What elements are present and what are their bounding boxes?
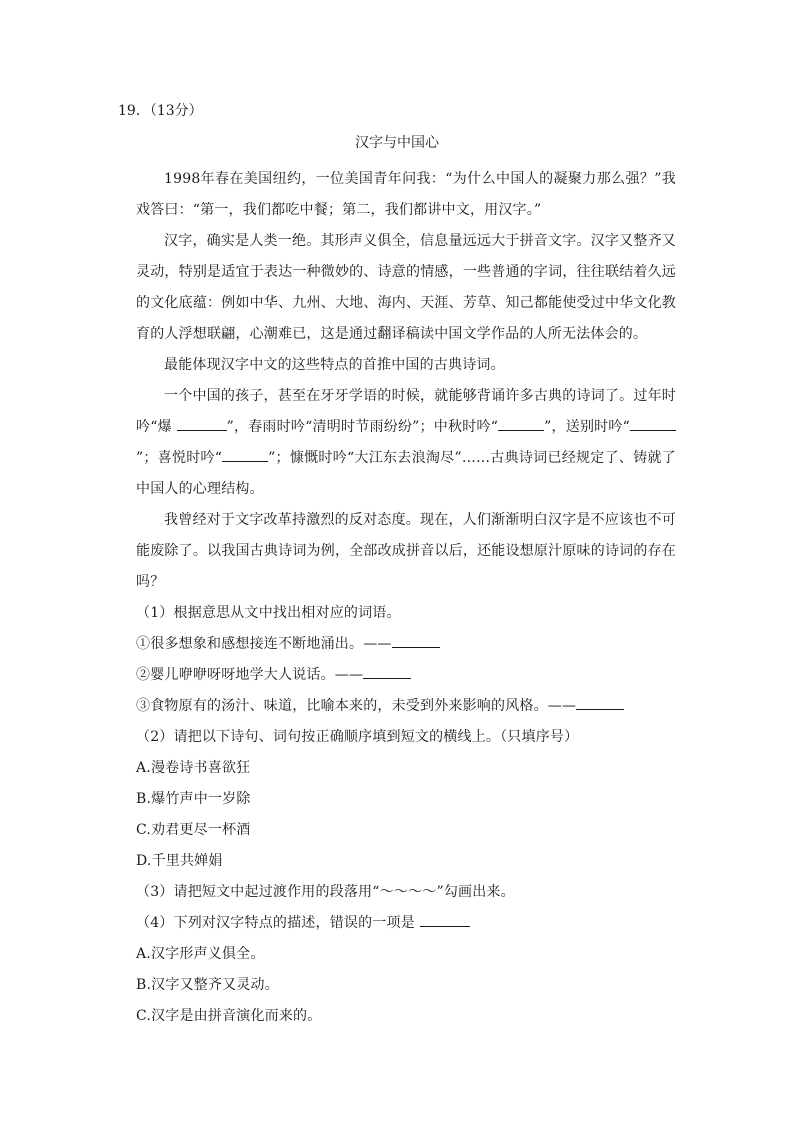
q4-option-a: A.汉字形声义俱全。 bbox=[136, 946, 265, 962]
q4-option-b: B.汉字又整齐又灵动。 bbox=[136, 977, 279, 993]
q3-stem: （3）请把短文中起过渡作用的段落用“～～～～”勾画出来。 bbox=[136, 884, 515, 900]
paragraph-4-part-5: ”；慷慨时吟“大江东去浪淘尽”……古典诗词已经规定了、铸就了中国人的心理结构。 bbox=[136, 450, 676, 497]
q2-option-d: D.千里共婵娟 bbox=[136, 853, 223, 869]
q1-item-1-text: ①很多想象和感想接连不断地涌出。—— bbox=[136, 636, 392, 652]
q4-stem bbox=[136, 908, 676, 939]
q1-item-2-text: ②婴儿咿咿呀呀地学大人说话。—— bbox=[136, 667, 364, 683]
article-title: 汉字与中国心 bbox=[355, 135, 439, 151]
q1-item-3 bbox=[136, 691, 676, 722]
q4-stem-text: （4）下列对汉字特点的描述，错误的一项是 bbox=[136, 915, 420, 931]
paragraph-5: 我曾经对于文字改革持激烈的反对态度。现在，人们渐渐明白汉字是不应该也不可能废除了。以我国古典诗词为例，全部改成拼音以后，还能设想原汁原味的诗词的存在吗？ bbox=[136, 512, 676, 590]
paragraph-1: 1998年春在美国纽约，一位美国青年问我：“为什么中国人的凝聚力那么强？”我戏答曰：“第一，我们都吃中餐；第二，我们都讲中文，用汉字。” bbox=[136, 171, 676, 218]
paragraph-4-part-3: ”，送别时吟“ bbox=[544, 419, 631, 435]
q1-item-1 bbox=[136, 629, 676, 660]
q4-option-c: C.汉字是由拼音演化而来的。 bbox=[136, 1008, 322, 1024]
article-body bbox=[136, 164, 676, 1032]
q4-answer-blank[interactable] bbox=[420, 912, 470, 927]
fill-blank-1[interactable] bbox=[177, 416, 227, 431]
paragraph-2: 汉字，确实是人类一绝。其形声义俱全，信息量远远大于拼音文字。汉字又整齐又灵动，特别是适宜于表达一种微妙的、诗意的情感，一些普通的字词，往往联结着久远的文化底蕴：例如中华、九州、大地、海内、天涯、芳草、知己都能使受过中华文化教育的人浮想联翩，心潮难已，这是通过翻译稿读中国文学作品的人所无法体会的。 bbox=[136, 233, 676, 342]
question-number: 19． bbox=[118, 103, 150, 119]
fill-blank-4[interactable] bbox=[222, 447, 268, 462]
paragraph-4-part-2: ”，春雨时吟“清明时节雨纷纷”；中秋时吟“ bbox=[226, 419, 499, 435]
question-header bbox=[118, 101, 203, 121]
paragraph-3: 最能体现汉字中文的这些特点的首推中国的古典诗词。 bbox=[164, 357, 505, 373]
question-score: （13分） bbox=[149, 103, 203, 119]
q1-answer-blank-1[interactable] bbox=[392, 633, 440, 648]
q1-item-2 bbox=[136, 660, 676, 691]
paragraph-4 bbox=[136, 381, 676, 505]
q1-answer-blank-3[interactable] bbox=[576, 695, 624, 710]
q2-option-b: B.爆竹声中一岁除 bbox=[136, 791, 251, 807]
fill-blank-2[interactable] bbox=[498, 416, 544, 431]
paragraph-4-part-4: ”；喜悦时吟“ bbox=[136, 450, 223, 466]
paragraph-4-part-1: 一个中国的孩子，甚至在牙牙学语的时候，就能够背诵许多古典的诗词了。过年时吟“爆 bbox=[136, 388, 676, 435]
q2-stem: （2）请把以下诗句、词句按正确顺序填到短文的横线上。（只填序号） bbox=[136, 729, 579, 745]
q1-item-3-text: ③食物原有的汤汁、味道，比喻本来的，未受到外来影响的风格。—— bbox=[136, 698, 577, 714]
q1-stem: （1）根据意思从文中找出相对应的词语。 bbox=[136, 605, 401, 621]
q1-answer-blank-2[interactable] bbox=[363, 664, 411, 679]
q2-option-c: C.劝君更尽一杯酒 bbox=[136, 822, 251, 838]
fill-blank-3[interactable] bbox=[630, 416, 676, 431]
q2-option-a: A.漫卷诗书喜欲狂 bbox=[136, 760, 251, 776]
